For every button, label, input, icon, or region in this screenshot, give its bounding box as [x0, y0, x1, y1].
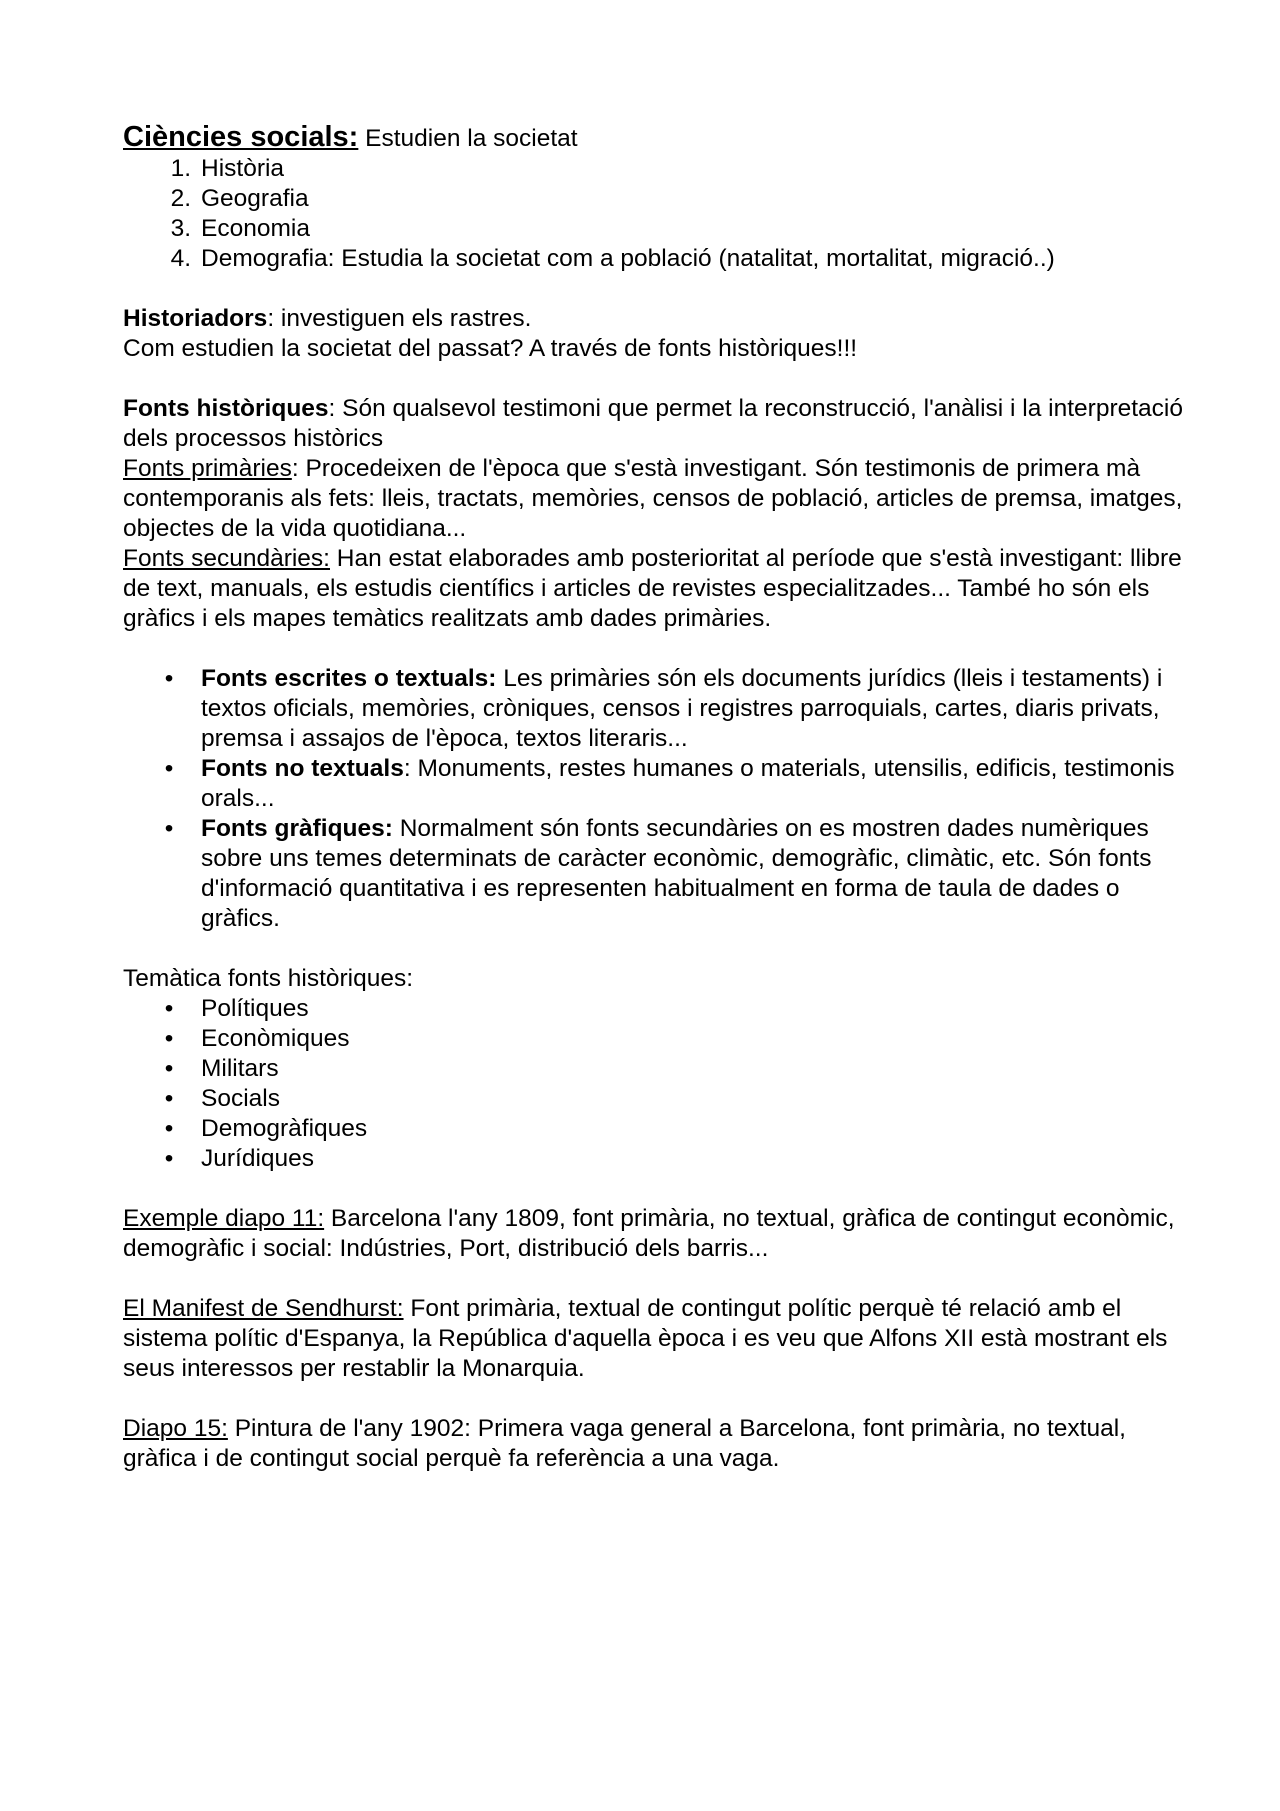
- list-item-text: Història: [201, 155, 285, 182]
- historians-line: [123, 304, 1183, 334]
- thematic-list: [123, 994, 1183, 1174]
- sources-term: Fonts històriques: [123, 395, 329, 422]
- bullet: •: [164, 1025, 174, 1052]
- list-item: [123, 814, 1183, 934]
- bullet: •: [164, 815, 174, 842]
- historians-term: Historiadors: [123, 305, 268, 332]
- list-item: [123, 664, 1183, 754]
- list-item: [123, 214, 1183, 244]
- list-item: [123, 1144, 1183, 1174]
- list-item: [123, 184, 1183, 214]
- thematic-item: Militars: [201, 1055, 279, 1082]
- spacer: [123, 634, 1183, 664]
- example-text: Pintura de l'any 1902: Primera vaga general a Barcelona, font primària, no textual, gràfica i de contingut social perquè fa referència a una vaga.: [123, 1415, 1126, 1472]
- example-paragraph: [123, 1294, 1183, 1384]
- type-term: Fonts no textuals: [201, 755, 404, 782]
- type-text: Les primàries són els documents jurídics (lleis i testaments) i textos oficials, memòries, cròniques, censos i registres parroquials, cartes, diaris privats, premsa i assajos de l'època, textos literaris...: [201, 665, 1163, 752]
- historians-text: : investiguen els rastres.: [267, 305, 532, 332]
- thematic-item: Polítiques: [201, 995, 309, 1022]
- list-number: 2.: [170, 185, 191, 212]
- disciplines-list: [123, 154, 1183, 274]
- thematic-item: Demogràfiques: [201, 1115, 368, 1142]
- bullet: •: [164, 1055, 174, 1082]
- bullet: •: [164, 665, 174, 692]
- list-number: 4.: [170, 245, 191, 272]
- spacer: [123, 364, 1183, 394]
- intro-heading: Ciències socials:: [123, 121, 359, 153]
- intro-text: Estudien la societat: [358, 125, 578, 152]
- list-item: [123, 1114, 1183, 1144]
- example-term: El Manifest de Sendhurst:: [123, 1295, 404, 1322]
- list-item: [123, 994, 1183, 1024]
- type-text: Normalment són fonts secundàries on es mostren dades numèriques sobre uns temes determinats de caràcter econòmic, demogràfic, climàtic, etc. Són fonts d'informació quantitativa i es representen habitualment en forma de taula de dades o gràfics.: [201, 815, 1152, 932]
- type-term: Fonts escrites o textuals:: [201, 665, 497, 692]
- type-term: Fonts gràfiques:: [201, 815, 393, 842]
- list-item: [123, 1024, 1183, 1054]
- list-item-text: Geografia: [201, 185, 309, 212]
- list-number: 3.: [170, 215, 191, 242]
- secondary-sources: [123, 544, 1183, 634]
- secondary-text: Han estat elaborades amb posterioritat al període que s'està investigant: llibre de text, manuals, els estudis científics i articles de revistes especialitzades... També ho són els gràfics i els mapes temàtics realitzats amb dades primàries.: [123, 545, 1182, 632]
- example-text: Font primària, textual de contingut polític perquè té relació amb el sistema polític d'Espanya, la República d'aquella època i es veu que Alfons XII està mostrant els seus interessos per restablir la Monarquia.: [123, 1295, 1168, 1382]
- example-paragraph: [123, 1204, 1183, 1264]
- list-item: [123, 244, 1183, 274]
- primary-text: : Procedeixen de l'època que s'està investigant. Són testimonis de primera mà contemporanis als fets: lleis, tractats, memòries, censos de població, articles de premsa, imatges, objectes de la vida quotidiana...: [123, 455, 1183, 542]
- sources-text: : Són qualsevol testimoni que permet la reconstrucció, l'anàlisi i la interpretació dels processos històrics: [123, 395, 1183, 452]
- list-item-text: Demografia: Estudia la societat com a població (natalitat, mortalitat, migració..): [201, 245, 1055, 272]
- secondary-term: Fonts secundàries:: [123, 545, 330, 572]
- example-term: Diapo 15:: [123, 1415, 228, 1442]
- type-text: : Monuments, restes humanes o materials, utensilis, edificis, testimonis orals...: [201, 755, 1175, 812]
- example-text: Barcelona l'any 1809, font primària, no textual, gràfica de contingut econòmic, demogràfic i social: Indústries, Port, distribució dels barris...: [123, 1205, 1175, 1262]
- thematic-item: Socials: [201, 1085, 280, 1112]
- bullet: •: [164, 1115, 174, 1142]
- source-types-list: [123, 664, 1183, 934]
- document-page: [123, 122, 1183, 1474]
- bullet: •: [164, 755, 174, 782]
- list-item: [123, 1054, 1183, 1084]
- list-number: 1.: [170, 155, 191, 182]
- thematic-item: Jurídiques: [201, 1145, 315, 1172]
- primary-term: Fonts primàries: [123, 455, 292, 482]
- primary-sources: [123, 454, 1183, 544]
- list-item: [123, 154, 1183, 184]
- thematic-heading: Temàtica fonts històriques:: [123, 965, 414, 992]
- thematic-item: Econòmiques: [201, 1025, 350, 1052]
- intro-line: [123, 122, 1183, 154]
- spacer: [123, 934, 1183, 964]
- sources-definition: [123, 394, 1183, 454]
- example-paragraph: [123, 1414, 1183, 1474]
- example-term: Exemple diapo 11:: [123, 1205, 325, 1232]
- bullet: •: [164, 1085, 174, 1112]
- list-item: [123, 754, 1183, 814]
- spacer: [123, 1174, 1183, 1204]
- spacer: [123, 274, 1183, 304]
- spacer: [123, 1264, 1183, 1294]
- list-item-text: Economia: [201, 215, 310, 242]
- bullet: •: [164, 1145, 174, 1172]
- historians-question: Com estudien la societat del passat? A través de fonts històriques!!!: [123, 335, 858, 362]
- bullet: •: [164, 995, 174, 1022]
- list-item: [123, 1084, 1183, 1114]
- spacer: [123, 1384, 1183, 1414]
